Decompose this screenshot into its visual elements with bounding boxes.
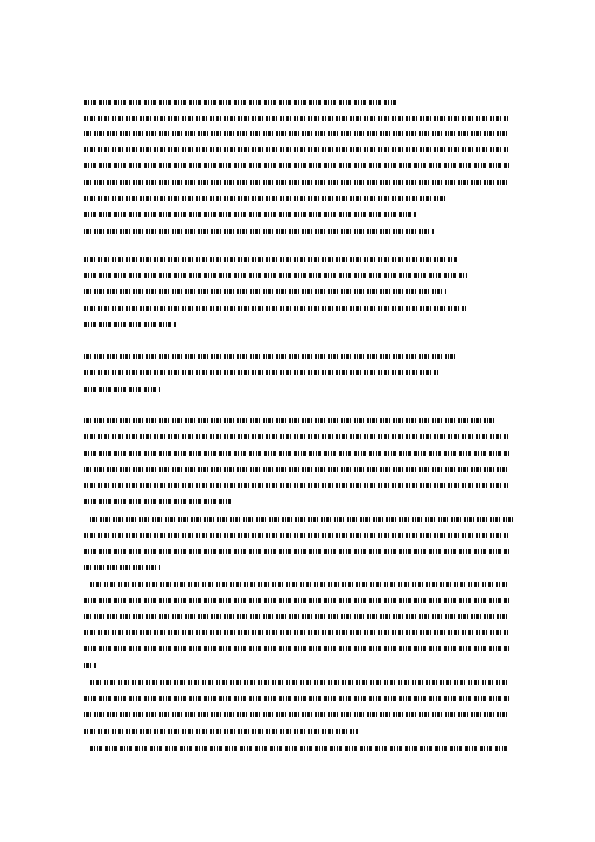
- text-line: [90, 680, 510, 685]
- text-line: [84, 533, 510, 538]
- text-line: [84, 354, 458, 359]
- text-line: [84, 147, 510, 152]
- text-line: [84, 131, 510, 136]
- text-line: [84, 116, 510, 121]
- text-line: [84, 565, 160, 570]
- text-line: [84, 614, 510, 619]
- text-line: [84, 712, 510, 717]
- text-line: [84, 483, 510, 488]
- text-line: [84, 196, 448, 201]
- text-line: [90, 582, 510, 587]
- text-line: [84, 212, 416, 217]
- text-line: [84, 289, 446, 294]
- text-line: [84, 322, 176, 327]
- text-line: [84, 273, 468, 278]
- text-line: [84, 180, 510, 185]
- text-line: [84, 549, 510, 554]
- text-line: [84, 229, 434, 234]
- text-line: [84, 630, 510, 635]
- text-line: [84, 434, 510, 439]
- text-line: [90, 517, 516, 522]
- text-line: [90, 746, 510, 751]
- text-line: [84, 451, 510, 456]
- text-line: [84, 257, 458, 262]
- text-line: [84, 696, 510, 701]
- text-line: [84, 663, 96, 668]
- text-line: [84, 387, 160, 392]
- text-line: [84, 598, 510, 603]
- text-line: [84, 418, 494, 423]
- text-line: [84, 100, 398, 105]
- text-line: [84, 370, 440, 375]
- text-line: [84, 306, 468, 311]
- text-line: [84, 646, 510, 651]
- text-line: [84, 729, 358, 734]
- text-line: [84, 467, 510, 472]
- text-line: [84, 163, 510, 168]
- text-line: [84, 499, 232, 504]
